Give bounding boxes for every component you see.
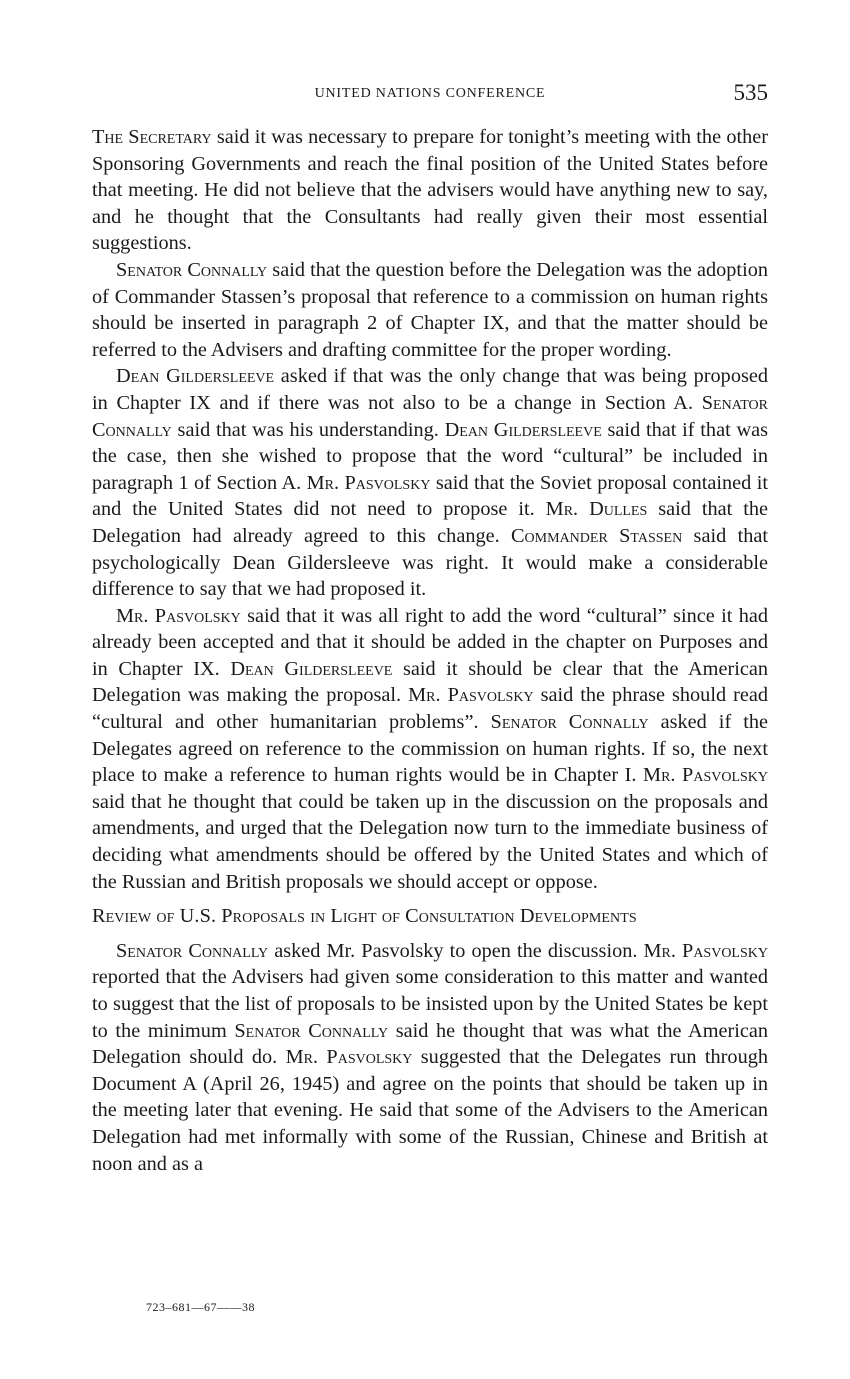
paragraph-text: said that the question before the Delegation was the adoption of Commander Stassen’s proposal that reference to a commission on human rights should be inserted in paragraph 2 of Chapter IX, and that the matter should be referred to the Advisers and drafting committee for the proper wording.	[92, 258, 768, 361]
paragraph-text: said that the Soviet proposal contained it and the United States did not need to propose it.	[92, 471, 768, 521]
paragraph-text: said the phrase should read “cultural and other humanitarian problems”.	[92, 684, 769, 734]
speaker-name: Mr. Pasvolsky	[285, 1046, 413, 1069]
paragraph-text: asked if the Delegates agreed on reference to the commission on human rights. If so, the next place to make a reference to human rights would be in Chapter I.	[92, 711, 768, 787]
speaker-name: Mr. Pasvolsky	[408, 684, 534, 707]
paragraph-text: said it should be clear that the American Delegation was making the proposal.	[92, 657, 768, 707]
speaker-name: Senator Connally	[490, 711, 649, 734]
speaker-name: Senator Connally	[116, 258, 268, 281]
speaker-name: Dean Gildersleeve	[444, 418, 602, 441]
paragraph	[92, 257, 768, 363]
paragraph-text: said that he thought that could be taken up in the discussion on the proposals and amendments, and urged that the Delegation now turn to the immediate business of deciding what amendments should be offered by the United States and which of the Russian and British proposals we should accept or oppose.	[92, 790, 768, 893]
paragraph-text: reported that the Advisers had given some consideration to this matter and wanted to suggest that the list of proposals to be insisted upon by the United States be kept to the minimum	[92, 966, 768, 1042]
speaker-name: Dean Gildersleeve	[230, 657, 393, 680]
paragraph-text: suggested that the Delegates run through Document A (April 26, 1945) and agree on the points that should be taken up in the meeting later that evening. He said that some of the Advisers to the American Delegation had met informally with some of the Russian, Chinese and British at noon and as a	[92, 1046, 768, 1175]
paragraph-text: said that if that was the case, then she wished to propose that the word “cultural” be included in paragraph 1 of Section A.	[92, 418, 769, 494]
speaker-name: Mr. Pasvolsky	[116, 604, 241, 627]
print-code-footer: 723–681—67——38	[146, 1300, 255, 1314]
speaker-name: Senator Connally	[92, 391, 768, 441]
speaker-name: Dean Gildersleeve	[116, 365, 275, 388]
paragraph-text: said that the Delegation had already agreed to this change.	[92, 498, 768, 547]
document-page	[92, 78, 768, 1177]
speaker-name: Mr. Pasvolsky	[306, 471, 431, 494]
paragraph-text: asked if that was the only change that was being proposed in Chapter IX and if there was not also to be a change in Section A.	[92, 365, 768, 414]
speaker-name: Mr. Pasvolsky	[643, 764, 769, 787]
paragraph	[92, 363, 768, 602]
speaker-name: Senator Connally	[116, 939, 269, 962]
running-head: UNITED NATIONS CONFERENCE	[314, 86, 546, 101]
paragraph	[92, 124, 768, 257]
page-header	[92, 78, 768, 112]
section-heading: Review of U.S. Proposals in Light of Consultation Developments	[92, 905, 637, 928]
paragraph	[92, 938, 768, 1177]
paragraph-text: said that psychologically Dean Gildersleeve was right. It would make a considerable difference to say that we had proposed it.	[92, 524, 768, 601]
speaker-name: Mr. Pasvolsky	[643, 939, 768, 962]
paragraph-text: said he thought that was what the American Delegation should do.	[92, 1019, 769, 1069]
paragraph-text: said that it was all right to add the word “cultural” since it had already been accepted and that it should be added in the chapter on Purposes and in Chapter IX.	[92, 604, 769, 680]
page-number: 535	[733, 80, 768, 105]
speaker-name: Commander Stassen	[511, 524, 683, 547]
speaker-name: Mr. Dulles	[545, 498, 648, 521]
speaker-name: The Secretary	[92, 126, 212, 148]
paragraph-text: said that was his understanding.	[171, 418, 445, 441]
body-text	[92, 124, 768, 1177]
paragraph	[92, 603, 768, 896]
paragraph-text: asked Mr. Pasvolsky to open the discussion.	[268, 939, 644, 962]
speaker-name: Senator Connally	[234, 1019, 389, 1042]
paragraph-text: said it was necessary to prepare for tonight’s meeting with the other Sponsoring Governments and reach the final position of the United States before that meeting. He did not believe that the advisers would have anything new to say, and he thought that the Consultants had really given their most essential suggestions.	[92, 126, 768, 255]
